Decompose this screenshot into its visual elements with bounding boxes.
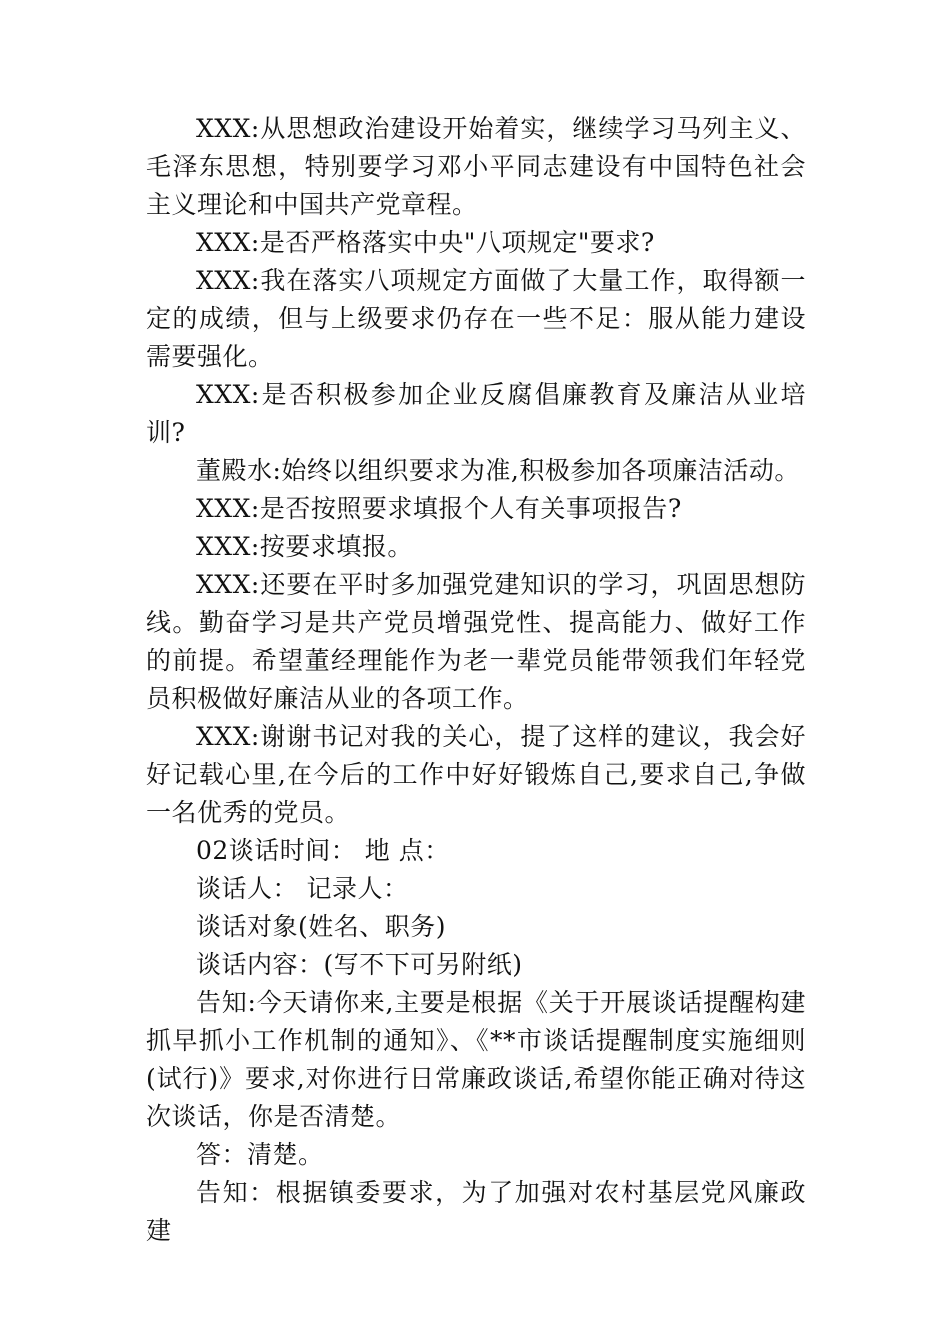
document-page	[146, 110, 806, 1250]
paragraph: XXX:从思想政治建设开始着实，继续学习马列主义、毛泽东思想，特别要学习邓小平同志建设有中国特色社会主义理论和中国共产党章程。	[146, 114, 806, 219]
paragraph: 告知:今天请你来,主要是根据《关于开展谈话提醒构建抓早抓小工作机制的通知》、《**市谈话提醒制度实施细则(试行)》要求,对你进行日常廉政谈话,希望你能正确对待这次谈话，你是否清楚。	[146, 988, 806, 1131]
paragraph: 董殿水:始终以组织要求为准,积极参加各项廉洁活动。	[196, 456, 800, 485]
paragraph: 02谈话时间： 地 点：	[196, 836, 450, 865]
paragraph: XXX:是否积极参加企业反腐倡廉教育及廉洁从业培训?	[146, 380, 806, 447]
paragraph: 告知：根据镇委要求，为了加强对农村基层党风廉政建	[146, 1178, 806, 1245]
paragraph: XXX:还要在平时多加强党建知识的学习，巩固思想防线。勤奋学习是共产党员增强党性、提高能力、做好工作的前提。希望董经理能作为老一辈党员能带领我们年轻党员积极做好廉洁从业的各项工作。	[146, 570, 806, 713]
paragraph: XXX:是否按照要求填报个人有关事项报告?	[196, 494, 682, 523]
paragraph: XXX:我在落实八项规定方面做了大量工作，取得额一定的成绩，但与上级要求仍存在一些不足：服从能力建设需要强化。	[146, 266, 806, 371]
paragraph: XXX:按要求填报。	[196, 532, 413, 561]
paragraph: 谈话对象(姓名、职务)	[196, 912, 447, 941]
paragraph: 答：清楚。	[196, 1140, 324, 1169]
paragraph: XXX:是否严格落实中央"八项规定"要求?	[196, 228, 655, 257]
paragraph: 谈话人： 记录人：	[196, 874, 409, 903]
paragraph: 谈话内容：(写不下可另附纸)	[196, 950, 523, 979]
paragraph: XXX:谢谢书记对我的关心，提了这样的建议，我会好好记载心里,在今后的工作中好好锻炼自己,要求自己,争做一名优秀的党员。	[146, 722, 806, 827]
